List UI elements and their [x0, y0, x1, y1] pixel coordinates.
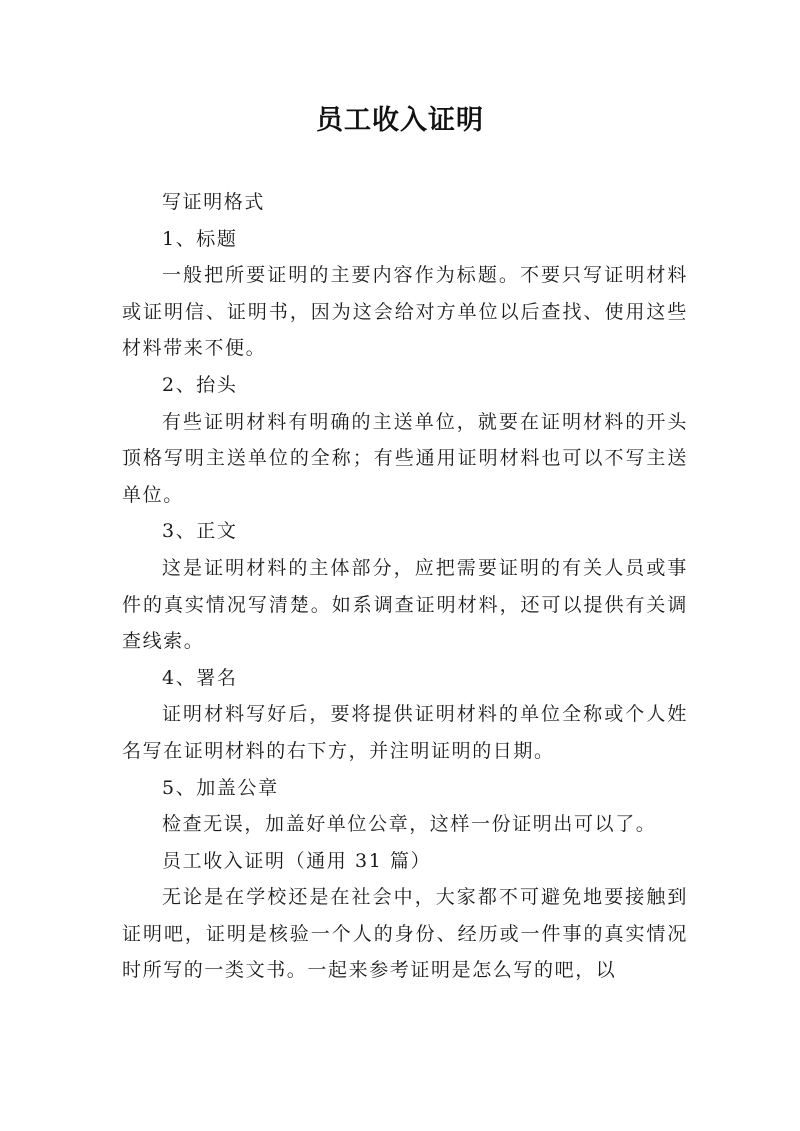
document-body [122, 184, 688, 989]
paragraph-section-3-text: 这是证明材料的主体部分，应把需要证明的有关人员或事件的真实情况写清楚。如系调查证明材料，还可以提供有关调查线索。 [122, 556, 688, 653]
paragraph-section-2-heading: 2、抬头 [162, 373, 238, 396]
paragraph-section-4-text: 证明材料写好后，要将提供证明材料的单位全称或个人姓名写在证明材料的右下方，并注明证明的日期。 [122, 703, 688, 762]
paragraph-collection-heading: 员工收入证明（通用 31 篇） [162, 849, 432, 872]
paragraph-section-2-text: 有些证明材料有明确的主送单位，就要在证明材料的开头顶格写明主送单位的全称；有些通用证明材料也可以不写主送单位。 [122, 410, 688, 506]
document-title: 员工收入证明 [316, 105, 484, 136]
paragraph-intro-text: 无论是在学校还是在社会中，大家都不可避免地要接触到证明吧，证明是核验一个人的身份、经历或一件事的真实情况时所写的一类文书。一起来参考证明是怎么写的吧，以 [122, 886, 688, 982]
paragraph-section-5-text: 检查无误，加盖好单位公章，这样一份证明出可以了。 [162, 813, 657, 836]
paragraph-format-heading: 写证明格式 [162, 191, 266, 213]
paragraph-section-5-heading: 5、加盖公章 [162, 776, 279, 799]
paragraph-section-1-heading: 1、标题 [162, 227, 238, 250]
paragraph-section-3-heading: 3、正文 [162, 520, 238, 543]
paragraph-section-4-heading: 4、署名 [162, 666, 238, 689]
paragraph-section-1-text: 一般把所要证明的主要内容作为标题。不要只写证明材料或证明信、证明书，因为这会给对方单位以后查找、使用这些材料带来不便。 [122, 264, 688, 360]
